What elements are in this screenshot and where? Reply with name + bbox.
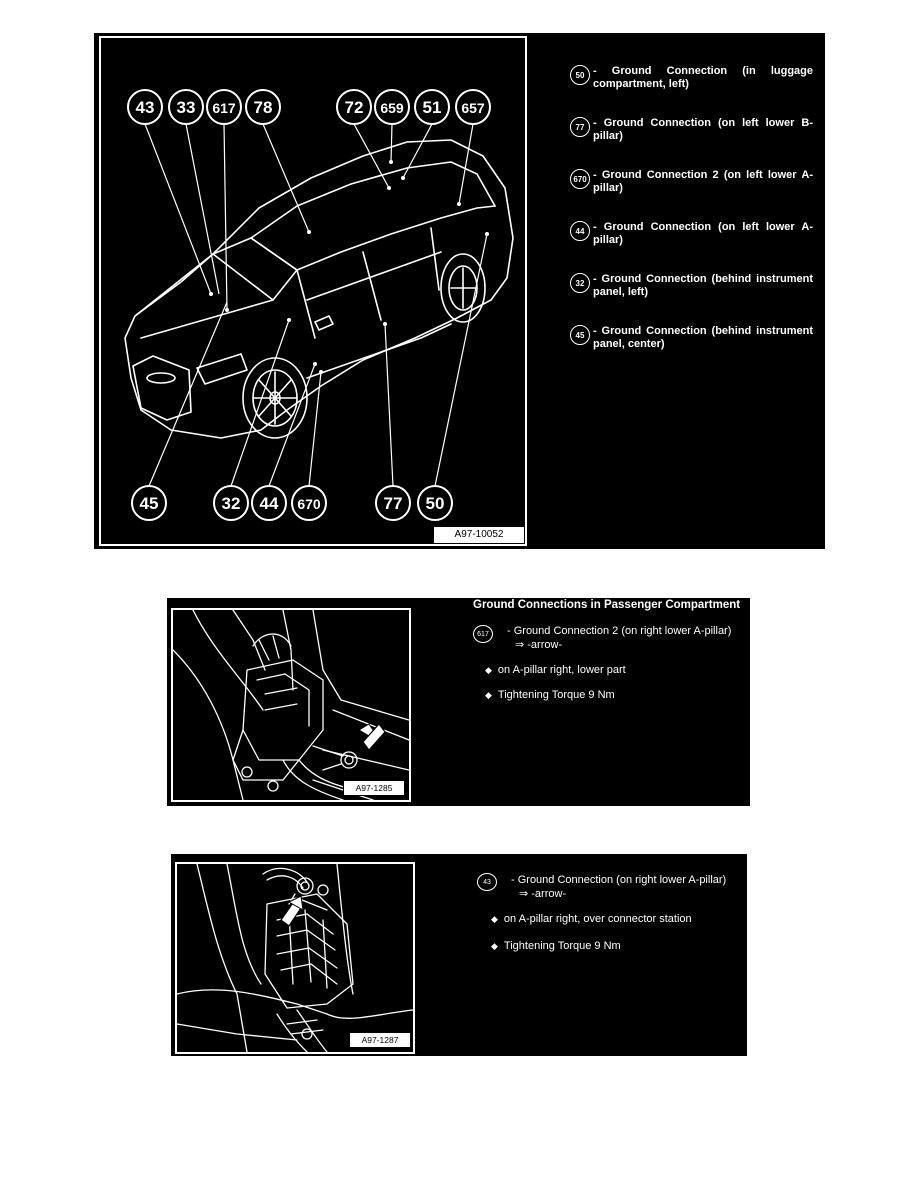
figure-3-illustration-frame bbox=[175, 862, 415, 1054]
diamond-bullet-icon: ◆ bbox=[485, 689, 492, 700]
legend-text: - Ground Connection (behind instrument panel, left) bbox=[593, 273, 813, 298]
callout-number: 659 bbox=[380, 100, 404, 116]
figure-2-image-code: A97-1285 bbox=[343, 780, 405, 796]
diamond-bullet-icon: ◆ bbox=[485, 664, 492, 675]
figure-1-illustration-frame bbox=[99, 36, 527, 546]
legend-text: - Ground Connection 2 (on right lower A-pillar) bbox=[507, 625, 732, 637]
legend-text: - Ground Connection 2 (on left lower A-pillar) bbox=[593, 169, 813, 194]
legend-item bbox=[570, 325, 813, 351]
legend-text: - Ground Connection (in luggage compartment, left) bbox=[593, 65, 813, 90]
callout-number: 33 bbox=[176, 98, 196, 117]
callout-number: 32 bbox=[221, 494, 241, 513]
bullet-item bbox=[485, 689, 615, 701]
callout-number: 617 bbox=[212, 100, 236, 116]
figure-2-panel bbox=[167, 598, 750, 806]
callout-number: 51 bbox=[422, 98, 442, 117]
figure-1-image-code: A97-10052 bbox=[433, 526, 525, 544]
bullet-text: on A-pillar right, lower part bbox=[497, 664, 626, 676]
arrow-reference: ⇒ -arrow- bbox=[519, 888, 567, 900]
legend-number-badge: 32 bbox=[570, 273, 590, 293]
legend-item bbox=[570, 117, 813, 143]
legend-text: - Ground Connection (on left lower A-pillar) bbox=[593, 221, 813, 246]
bullet-item bbox=[491, 940, 621, 952]
callout-number: 78 bbox=[253, 98, 273, 117]
callout-number: 45 bbox=[139, 494, 159, 513]
bullet-text: Tightening Torque 9 Nm bbox=[497, 689, 615, 701]
callout-number: 50 bbox=[425, 494, 445, 513]
car-illustration bbox=[101, 38, 525, 544]
bullet-text: on A-pillar right, over connector station bbox=[503, 913, 692, 925]
bullet-item bbox=[485, 664, 626, 676]
callout-number: 77 bbox=[383, 494, 403, 513]
legend-text: - Ground Connection (behind instrument panel, center) bbox=[593, 325, 813, 350]
legend-number-badge: 77 bbox=[570, 117, 590, 137]
callout-number: 657 bbox=[461, 100, 485, 116]
legend-number-badge: 44 bbox=[570, 221, 590, 241]
legend-number-badge: 670 bbox=[570, 169, 590, 189]
legend-text: - Ground Connection (on right lower A-pillar) bbox=[511, 874, 727, 886]
figure-3-panel bbox=[171, 854, 747, 1056]
callout-number: 72 bbox=[344, 98, 364, 117]
diamond-bullet-icon: ◆ bbox=[491, 913, 498, 924]
figure-2-legend bbox=[471, 598, 749, 804]
figure-1-legend bbox=[570, 65, 820, 385]
a-pillar-connector-station-illustration bbox=[177, 864, 413, 1052]
legend-item bbox=[570, 169, 813, 195]
legend-number-badge: 50 bbox=[570, 65, 590, 85]
bullet-item bbox=[491, 913, 692, 925]
legend-item bbox=[570, 273, 813, 299]
figure-3-legend bbox=[473, 854, 745, 1054]
legend-number-badge: 43 bbox=[477, 873, 497, 891]
arrow-reference: ⇒ -arrow- bbox=[515, 639, 563, 651]
legend-number-badge: 617 bbox=[473, 625, 493, 643]
callout-number: 44 bbox=[259, 494, 279, 513]
callout-number: 670 bbox=[297, 496, 321, 512]
legend-item bbox=[570, 221, 813, 247]
figure-3-image-code: A97-1287 bbox=[349, 1032, 411, 1048]
legend-number-badge: 45 bbox=[570, 325, 590, 345]
a-pillar-lower-illustration bbox=[173, 610, 409, 800]
figure-1-panel bbox=[94, 33, 825, 549]
legend-item bbox=[570, 65, 813, 91]
diamond-bullet-icon: ◆ bbox=[491, 940, 498, 951]
legend-text: - Ground Connection (on left lower B-pillar) bbox=[593, 117, 813, 142]
figure-2-title: Ground Connections in Passenger Compartment bbox=[473, 599, 741, 611]
callout-number: 43 bbox=[135, 98, 155, 117]
figure-2-illustration-frame bbox=[171, 608, 411, 802]
bullet-text: Tightening Torque 9 Nm bbox=[503, 940, 621, 952]
